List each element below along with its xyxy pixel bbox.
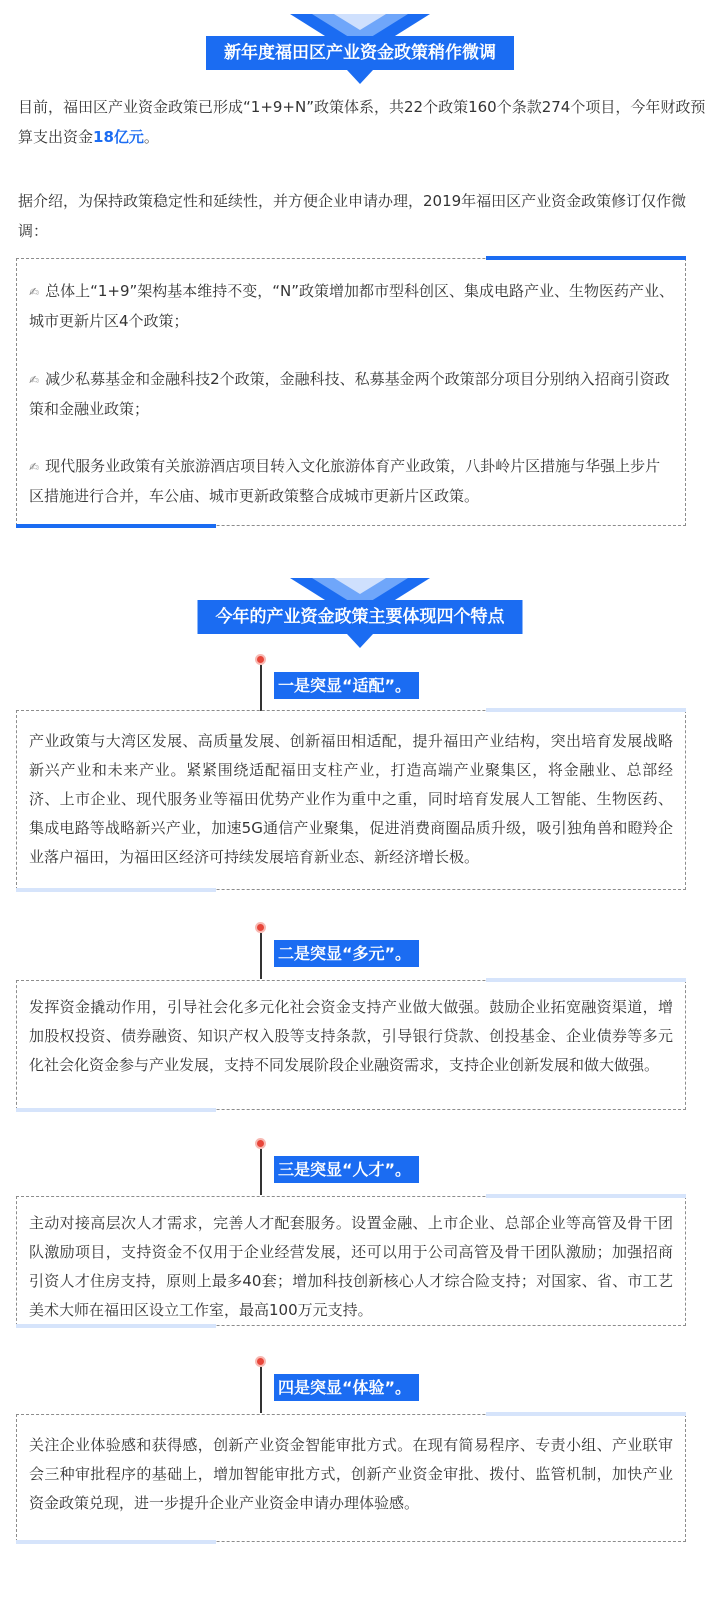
budget-highlight: 18亿元: [93, 128, 144, 146]
feature-title: 四是突显“体验”。: [274, 1374, 419, 1401]
feature-heading-2: [0, 922, 720, 982]
title-pointer: [347, 70, 373, 84]
list-item: ✍ 总体上“1+9”架构基本维持不变，“N”政策增加都市型科创区、集成电路产业、生物医药产业、城市更新片区4个政策；: [29, 282, 675, 330]
dot-icon: [255, 1356, 266, 1367]
intro-paragraph: 目前，福田区产业资金政策已形成“1+9+N”政策体系，共22个政策160个条款274个项目，今年财政预算支出资金18亿元。: [18, 98, 706, 146]
feature-title: 二是突显“多元”。: [274, 940, 419, 967]
feature-text: 发挥资金撬动作用，引导社会化多元化社会资金支持产业做大做强。鼓励企业拓宽融资渠道，增加股权投资、债券融资、知识产权入股等支持条款，引导银行贷款、创投基金、企业债券等多元化社会化资金参与产业发展，支持不同发展阶段企业融资需求，支持企业创新发展和做大做强。: [29, 998, 673, 1074]
feature-text: 产业政策与大湾区发展、高质量发展、创新福田相适配，提升福田产业结构，突出培育发展战略新兴产业和未来产业。紧紧围绕适配福田支柱产业，打造高端产业聚集区，将金融业、总部经济、上市企业、现代服务业等福田优势产业作为重中之重，同时培育发展人工智能、生物医药、集成电路等战略新兴产业，加速5G通信产业聚集，促进消费商圈品质升级，吸引独角兽和瞪羚企业落户福田，为福田区经济可持续发展培育新业态、新经济增长极。: [29, 732, 673, 866]
box-accent-bar: [16, 524, 216, 528]
feature-box-4: [16, 1414, 686, 1542]
list-item: ✍ 现代服务业政策有关旅游酒店项目转入文化旅游体育产业政策，八卦岭片区措施与华强上步片区措施进行合并，车公庙、城市更新政策整合成城市更新片区政策。: [29, 457, 661, 505]
adjustment-paragraph: 据介绍，为保持政策稳定性和延续性，并方便企业申请办理，2019年福田区产业资金政策修订仅作微调：: [18, 192, 687, 240]
feature-text: 关注企业体验感和获得感，创新产业资金智能审批方式。在现有简易程序、专责小组、产业联审会三种审批程序的基础上，增加智能审批方式，创新产业资金审批、拨付、监管机制，加快产业资金政策兑现，进一步提升企业产业资金申请办理体验感。: [29, 1436, 673, 1512]
feature-title: 三是突显“人才”。: [274, 1156, 419, 1183]
adjustment-box: [16, 258, 686, 526]
feature-heading-1: [0, 654, 720, 714]
section-banner-2: [0, 578, 720, 654]
feature-box-1: [16, 710, 686, 890]
feature-box-2: [16, 980, 686, 1110]
pen-icon: ✍: [29, 460, 40, 474]
feature-box-3: [16, 1196, 686, 1326]
feature-title: 一是突显“适配”。: [274, 672, 419, 699]
title-pointer: [347, 634, 373, 648]
dot-icon: [255, 1138, 266, 1149]
list-item: ✍ 减少私募基金和金融科技2个政策，金融科技、私募基金两个政策部分项目分别纳入招商引资政策和金融业政策；: [29, 370, 670, 418]
dot-icon: [255, 654, 266, 665]
section-title: 今年的产业资金政策主要体现四个特点: [198, 600, 523, 634]
feature-heading-4: [0, 1356, 720, 1416]
section-banner-1: [0, 14, 720, 90]
pen-icon: ✍: [29, 373, 40, 387]
feature-text: 主动对接高层次人才需求，完善人才配套服务。设置金融、上市企业、总部企业等高管及骨干团队激励项目，支持资金不仅用于企业经营发展，还可以用于公司高管及骨干团队激励；加强招商引资人才住房支持，原则上最多40套；增加科技创新核心人才综合险支持；对国家、省、市工艺美术大师在福田区设立工作室，最高100万元支持。: [29, 1214, 673, 1319]
pen-icon: ✍: [29, 285, 40, 299]
dot-icon: [255, 922, 266, 933]
box-accent-bar: [486, 256, 686, 260]
feature-heading-3: [0, 1138, 720, 1198]
section-title: 新年度福田区产业资金政策稍作微调: [206, 36, 514, 70]
